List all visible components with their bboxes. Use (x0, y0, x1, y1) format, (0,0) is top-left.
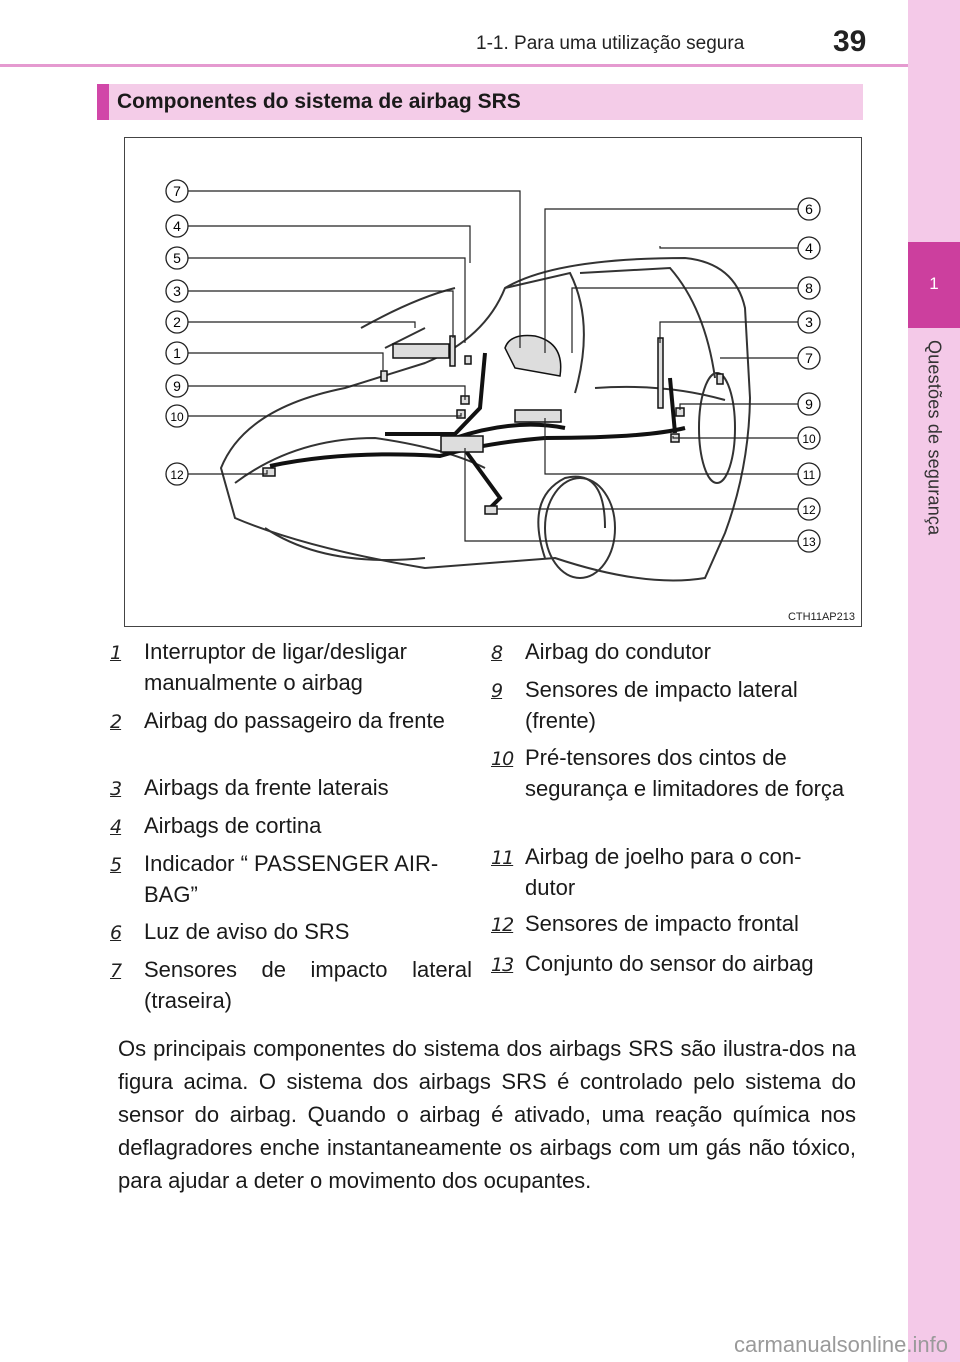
legend-number: 13 (491, 954, 514, 976)
legend-text: Interruptor de ligar/desligar manualmente o airbag (144, 639, 407, 695)
callout-right-12 (798, 498, 820, 520)
callout-right-8 (798, 277, 820, 299)
callout-left-2 (166, 311, 188, 333)
legend-number: 2 (110, 711, 122, 733)
callout-right-9-number: 9 (805, 396, 813, 412)
callout-line-left-7 (188, 191, 520, 348)
callout-left-1 (166, 342, 188, 364)
callout-left-10 (166, 405, 188, 427)
callout-right-13 (798, 530, 820, 552)
body-paragraph: Os principais componentes do sistema dos airbags SRS são ilustra-dos na figura acima. O sistema dos airbags SRS é controlado pelo sistema do sensor do airbag. Quando o airbag é ativado, uma reação química nos deflagradores enche instantaneamente os airbags com um gás não tóxico, para ajudar a deter o movimento dos ocupantes. (118, 1036, 856, 1193)
callout-line-left-5 (188, 258, 465, 343)
callout-right-9 (798, 393, 820, 415)
airbag-components-figure (124, 137, 862, 627)
chapter-tab[interactable] (908, 242, 960, 328)
section-heading-accent (97, 84, 109, 120)
callout-left-12-number: 12 (170, 468, 184, 482)
legend-number: 8 (491, 642, 503, 664)
car-diagram (125, 138, 861, 626)
side-tab (908, 0, 960, 1362)
callout-left-3 (166, 280, 188, 302)
callout-right-4 (798, 237, 820, 259)
callout-line-right-9 (680, 404, 798, 410)
section-heading (97, 84, 863, 120)
callout-line-right-12 (497, 508, 798, 509)
legend-number: 3 (110, 778, 122, 800)
callout-line-left-2 (188, 322, 415, 328)
legend-text: Sensores de impacto lateral (traseira) (144, 957, 472, 1013)
callout-labels (166, 180, 820, 552)
callout-left-5 (166, 247, 188, 269)
callout-left-7-number: 7 (173, 183, 181, 199)
legend-number: 11 (491, 847, 514, 869)
callout-right-4-number: 4 (805, 240, 813, 256)
callout-left-12 (166, 463, 188, 485)
figure-code: CTH11AP213 (787, 611, 855, 623)
legend-number: 10 (491, 748, 514, 770)
callout-left-4-number: 4 (173, 218, 181, 234)
callout-left-5-number: 5 (173, 250, 181, 266)
callout-left-2-number: 2 (173, 314, 181, 330)
legend-number: 7 (110, 960, 122, 982)
callout-line-left-1 (188, 353, 383, 370)
callout-left-9-number: 9 (173, 378, 181, 394)
callout-line-left-3 (188, 291, 453, 338)
legend-text: Airbag do passageiro da frente (144, 708, 445, 733)
callout-left-10-number: 10 (170, 410, 184, 424)
legend-number: 4 (110, 816, 122, 838)
legend-text: Airbags da frente laterais (144, 775, 389, 800)
callout-right-6 (798, 198, 820, 220)
callout-line-right-3 (660, 322, 798, 343)
legend-number: 1 (110, 642, 122, 664)
callout-right-11-number: 11 (802, 468, 816, 482)
legend-text: Sensores de impacto frontal (525, 911, 799, 936)
legend-text: Airbag do condutor (525, 639, 711, 664)
airbag-wiring (270, 353, 685, 508)
callout-right-3-number: 3 (805, 314, 813, 330)
callout-right-10 (798, 427, 820, 449)
page-number: 39 (833, 25, 867, 58)
legend-text: Airbags de cortina (144, 813, 322, 838)
legend-number: 5 (110, 854, 122, 876)
callout-right-7 (798, 347, 820, 369)
legend-number: 6 (110, 922, 122, 944)
legend-text: Pré-tensores dos cintos de segurança e limitadores de força (525, 745, 845, 801)
callout-left-7 (166, 180, 188, 202)
legend-text: Airbag de joelho para o con-dutor (525, 844, 802, 900)
callout-right-8-number: 8 (805, 280, 813, 296)
callout-left-1-number: 1 (173, 345, 181, 361)
legend-text: Conjunto do sensor do airbag (525, 951, 814, 976)
watermark[interactable]: carmanualsonline.info (733, 1332, 948, 1357)
chapter-number: 1 (929, 274, 939, 293)
callout-left-9 (166, 375, 188, 397)
legend-text: Indicador “ PASSENGER AIR-BAG” (144, 851, 439, 907)
callout-right-10-number: 10 (802, 432, 816, 446)
header-title: 1-1. Para uma utilização segura (476, 33, 745, 54)
callout-right-3 (798, 311, 820, 333)
callout-right-7-number: 7 (805, 350, 813, 366)
legend-text: Sensores de impacto lateral (frente) (525, 677, 798, 733)
callout-right-11 (798, 463, 820, 485)
callout-line-right-8 (572, 288, 798, 353)
legend-number: 9 (491, 680, 503, 702)
callout-line-right-13 (465, 448, 798, 541)
callout-line-right-11 (545, 418, 798, 474)
chapter-title: Questões de segurança (924, 340, 945, 536)
callout-line-right-4 (660, 246, 798, 248)
callout-left-3-number: 3 (173, 283, 181, 299)
callout-right-12-number: 12 (802, 503, 816, 517)
section-title: Componentes do sistema de airbag SRS (117, 90, 521, 113)
callout-line-left-10 (188, 413, 461, 416)
callout-left-4 (166, 215, 188, 237)
callout-right-6-number: 6 (805, 201, 813, 217)
header-rule (0, 64, 908, 67)
legend-text: Luz de aviso do SRS (144, 919, 350, 944)
legend-number: 12 (491, 914, 514, 936)
car-outline (221, 258, 750, 581)
callout-right-13-number: 13 (802, 535, 816, 549)
